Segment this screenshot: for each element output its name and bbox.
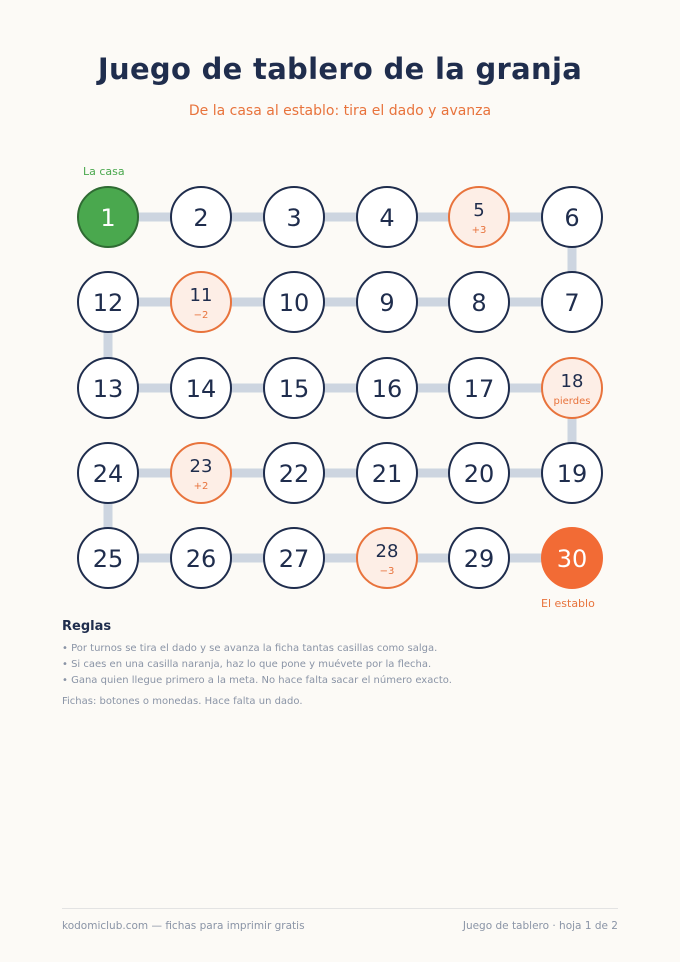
board-square	[78, 528, 138, 588]
square-number: 1	[100, 204, 116, 232]
board-square	[357, 272, 417, 332]
footer-divider	[62, 908, 618, 909]
board-square	[357, 358, 417, 418]
square-number: 28	[375, 541, 399, 562]
footer-source: kodomiclub.com — fichas para imprimir gratis	[62, 920, 305, 932]
board-square	[357, 528, 417, 588]
square-effect: +3	[471, 225, 487, 236]
rule-item: • Si caes en una casilla naranja, haz lo que pone y muévete por la flecha.	[62, 659, 432, 670]
board-square	[542, 443, 602, 503]
board-square	[264, 358, 324, 418]
board-square	[171, 528, 231, 588]
square-number: 17	[463, 375, 495, 403]
board-square	[171, 272, 231, 332]
board-square	[264, 187, 324, 247]
end-label: El establo	[541, 597, 595, 610]
square-effect: +2	[193, 481, 209, 492]
board-square	[78, 272, 138, 332]
rules-heading: Reglas	[62, 619, 112, 634]
square-number: 3	[286, 204, 302, 232]
square-number: 12	[92, 289, 124, 317]
board-square	[78, 187, 138, 247]
board-square	[449, 358, 509, 418]
square-number: 27	[278, 545, 310, 573]
square-number: 9	[379, 289, 395, 317]
square-effect: pierdes	[553, 396, 591, 407]
board-square	[449, 443, 509, 503]
board-square	[357, 187, 417, 247]
square-number: 2	[193, 204, 209, 232]
square-number: 19	[556, 460, 588, 488]
rules-list	[62, 641, 452, 689]
square-number: 24	[92, 460, 124, 488]
square-number: 15	[278, 375, 310, 403]
board-square	[264, 272, 324, 332]
board-square	[449, 528, 509, 588]
footer-page-info: Juego de tablero · hoja 1 de 2	[462, 920, 618, 932]
page-title: Juego de tablero de la granja	[97, 52, 583, 86]
board-square	[449, 187, 509, 247]
square-number: 7	[564, 289, 580, 317]
board-square	[264, 528, 324, 588]
rule-item: • Por turnos se tira el dado y se avanza la ficha tantas casillas como salga.	[62, 643, 438, 654]
square-number: 8	[471, 289, 487, 317]
square-number: 4	[379, 204, 395, 232]
board-square	[78, 443, 138, 503]
rules-note: Fichas: botones o monedas. Hace falta un dado.	[62, 696, 303, 707]
square-number: 26	[185, 545, 217, 573]
square-number: 21	[371, 460, 403, 488]
square-number: 30	[556, 545, 588, 573]
square-number: 5	[473, 200, 485, 221]
board-square	[171, 358, 231, 418]
square-number: 11	[189, 285, 213, 306]
square-number: 29	[463, 545, 495, 573]
board-square	[542, 528, 602, 588]
square-number: 25	[92, 545, 124, 573]
board-square	[542, 272, 602, 332]
square-number: 16	[371, 375, 403, 403]
board-square	[171, 187, 231, 247]
square-effect: −3	[379, 566, 395, 577]
board-square	[449, 272, 509, 332]
start-label: La casa	[83, 165, 125, 178]
square-number: 10	[278, 289, 310, 317]
square-number: 14	[185, 375, 217, 403]
square-number: 13	[92, 375, 124, 403]
square-number: 18	[560, 371, 584, 392]
board-square	[542, 187, 602, 247]
board-square	[357, 443, 417, 503]
board-square	[542, 358, 602, 418]
square-number: 6	[564, 204, 580, 232]
page-subtitle: De la casa al establo: tira el dado y avanza	[188, 103, 492, 119]
rule-item: • Gana quien llegue primero a la meta. No hace falta sacar el número exacto.	[62, 675, 452, 686]
square-number: 22	[278, 460, 310, 488]
board-square	[171, 443, 231, 503]
board-square	[78, 358, 138, 418]
board-square	[264, 443, 324, 503]
square-effect: −2	[193, 310, 209, 321]
square-number: 20	[463, 460, 495, 488]
square-number: 23	[189, 456, 213, 477]
